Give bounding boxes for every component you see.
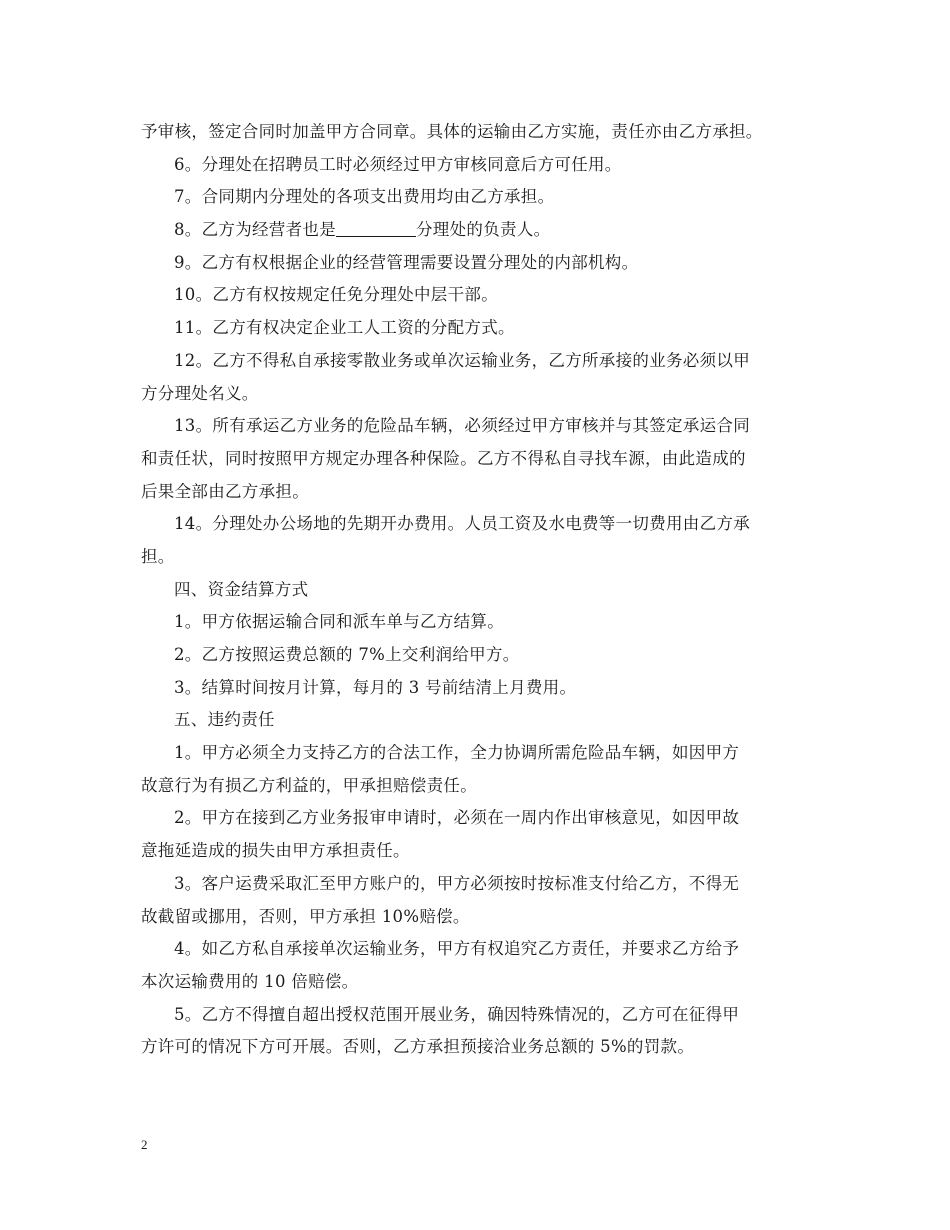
text-line: 14。分理处办公场地的先期开办费用。人员工资及水电费等一切费用由乙方承 — [174, 514, 750, 534]
text-line: 方许可的情况下方可开展。否则，乙方承担预接洽业务总额的 5%的罚款。 — [141, 1037, 695, 1057]
text-line: 2。乙方按照运费总额的 7%上交利润给甲方。 — [174, 645, 520, 664]
text-line: 1。甲方必须全力支持乙方的合法工作，全力协调所需危险品车辆，如因甲方 — [174, 743, 740, 763]
text-line: 后果全部由乙方承担。 — [141, 481, 309, 501]
text-line-item-8 — [141, 214, 821, 247]
text-line: 担。 — [141, 546, 175, 566]
page-number: 2 — [141, 1137, 148, 1152]
text-line: 9。乙方有权根据企业的经营管理需要设置分理处的内部机构。 — [174, 252, 639, 272]
text-line: 予审核，签定合同时加盖甲方合同章。具体的运输由乙方实施，责任亦由乙方承担。 — [141, 122, 763, 141]
item-8-text-after: 分理处的负责人。 — [416, 220, 551, 240]
text-line: 4。如乙方私自承接单次运输业务，甲方有权追究乙方责任，并要求乙方给予 — [174, 939, 740, 959]
text-line: 6。分理处在招聘员工时必须经过甲方审核同意后方可任用。 — [174, 154, 622, 174]
document-body — [141, 116, 821, 1064]
section-heading: 四、资金结算方式 — [174, 579, 309, 599]
text-line: 1。甲方依据运输合同和派车单与乙方结算。 — [174, 612, 504, 632]
text-line: 3。客户运费采取汇至甲方账户的，甲方必须按时按标准支付给乙方，不得无 — [174, 873, 740, 893]
text-line: 本次运输费用的 10 倍赔偿。 — [141, 971, 359, 991]
text-line: 和责任状，同时按照甲方规定办理各种保险。乙方不得私自寻找车源，由此造成的 — [141, 448, 746, 468]
text-line: 10。乙方有权按规定任免分理处中层干部。 — [174, 285, 498, 305]
text-line: 方分理处名义。 — [141, 383, 259, 403]
text-line: 13。所有承运乙方业务的危险品车辆，必须经过甲方审核并与其签定承运合同 — [174, 416, 750, 436]
text-line: 12。乙方不得私自承接零散业务或单次运输业务，乙方所承接的业务必须以甲 — [174, 350, 750, 370]
text-line: 故意行为有损乙方利益的，甲承担赔偿责任。 — [141, 775, 477, 795]
fill-in-blank — [336, 219, 416, 237]
text-line: 故截留或挪用，否则，甲方承担 10%赔偿。 — [141, 906, 470, 926]
item-8-text-before: 8。乙方为经营者也是 — [174, 220, 336, 240]
text-line: 2。甲方在接到乙方业务报审申请时，必须在一周内作出审核意见，如因甲故 — [174, 808, 740, 828]
text-line: 11。乙方有权决定企业工人工资的分配方式。 — [174, 318, 515, 338]
text-line: 5。乙方不得擅自超出授权范围开展业务，确因特殊情况的，乙方可在征得甲 — [174, 1004, 740, 1024]
text-line: 3。结算时间按月计算，每月的 3 号前结清上月费用。 — [174, 677, 577, 697]
text-line: 7。合同期内分理处的各项支出费用均由乙方承担。 — [174, 187, 555, 207]
text-line: 意拖延造成的损失由甲方承担责任。 — [141, 841, 410, 861]
section-heading: 五、违约责任 — [174, 710, 275, 730]
